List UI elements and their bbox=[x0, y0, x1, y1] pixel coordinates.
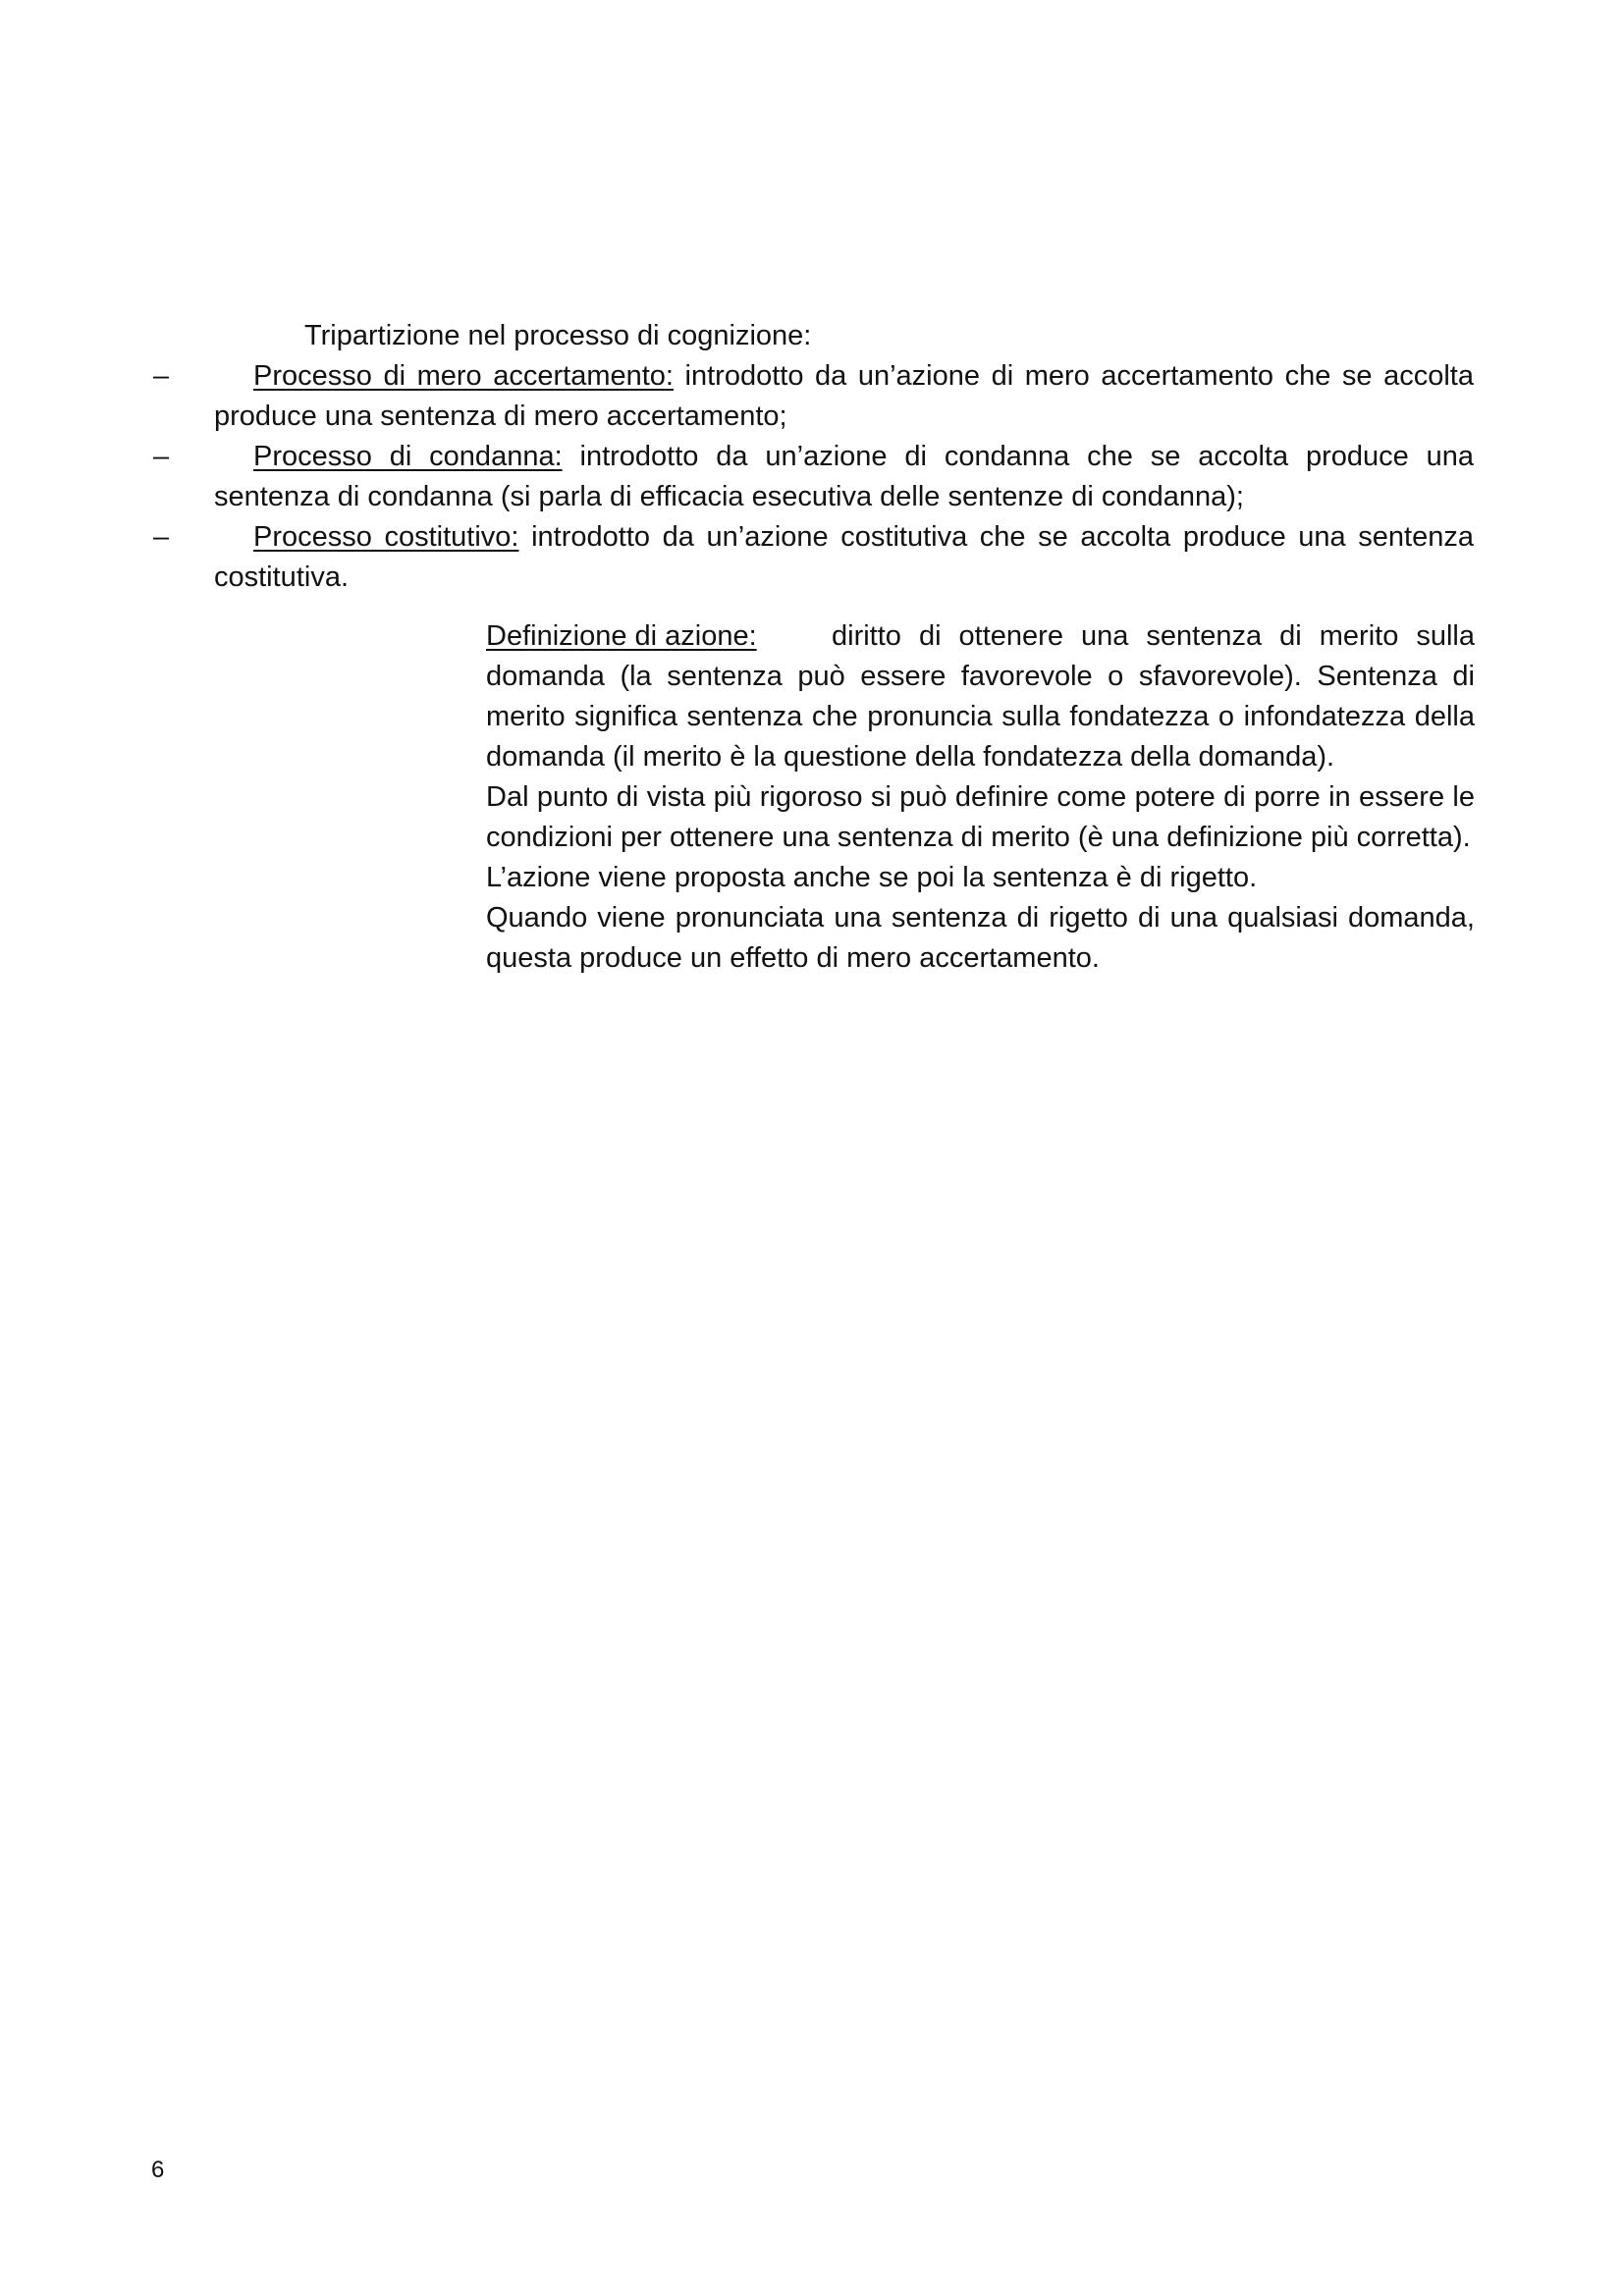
list-item-term: Processo di condanna: bbox=[253, 441, 563, 472]
list-item bbox=[153, 356, 1474, 437]
section-intro: Tripartizione nel processo di cognizione: bbox=[304, 320, 812, 351]
definition-block bbox=[486, 616, 1475, 979]
list-item-text: introdotto da un’azione di condanna che se accolta produce una sentenza di condanna (si parla di efficacia esecutiva delle sentenze di condanna); bbox=[214, 441, 1474, 512]
definition-paragraph bbox=[486, 616, 1475, 777]
dash-bullet: – bbox=[153, 360, 170, 392]
list-item-term: Processo di mero accertamento: bbox=[253, 360, 674, 392]
list-item-term: Processo costitutivo: bbox=[253, 521, 519, 553]
definition-heading: Definizione di azione: bbox=[486, 620, 757, 652]
dash-bullet: – bbox=[153, 441, 170, 472]
list-item bbox=[153, 517, 1474, 598]
definition-paragraph: Dal punto di vista più rigoroso si può definire come potere di porre in essere le condizioni per ottenere una sentenza di merito (è una definizione più corretta). bbox=[486, 781, 1475, 853]
list-item-text: introdotto da un’azione costitutiva che se accolta produce una sentenza costitutiva. bbox=[214, 521, 1474, 593]
definition-paragraph: L’azione viene proposta anche se poi la sentenza è di rigetto. bbox=[486, 862, 1258, 893]
definition-text: diritto di ottenere una sentenza di merito sulla domanda (la sentenza può essere favorevole o sfavorevole). Sentenza di merito significa sentenza che pronuncia sulla fondatezza o infondatezza della domanda (il merito è la questione della fondatezza della domanda). bbox=[486, 620, 1475, 773]
list-item bbox=[153, 437, 1474, 517]
process-types-list bbox=[153, 356, 1474, 598]
page-number: 6 bbox=[151, 2157, 165, 2183]
list-item-text: introdotto da un’azione di mero accertamento che se accolta produce una sentenza di mero accertamento; bbox=[214, 360, 1474, 432]
dash-bullet: – bbox=[153, 521, 170, 553]
definition-paragraph: Quando viene pronunciata una sentenza di rigetto di una qualsiasi domanda, questa produce un effetto di mero accertamento. bbox=[486, 902, 1475, 974]
